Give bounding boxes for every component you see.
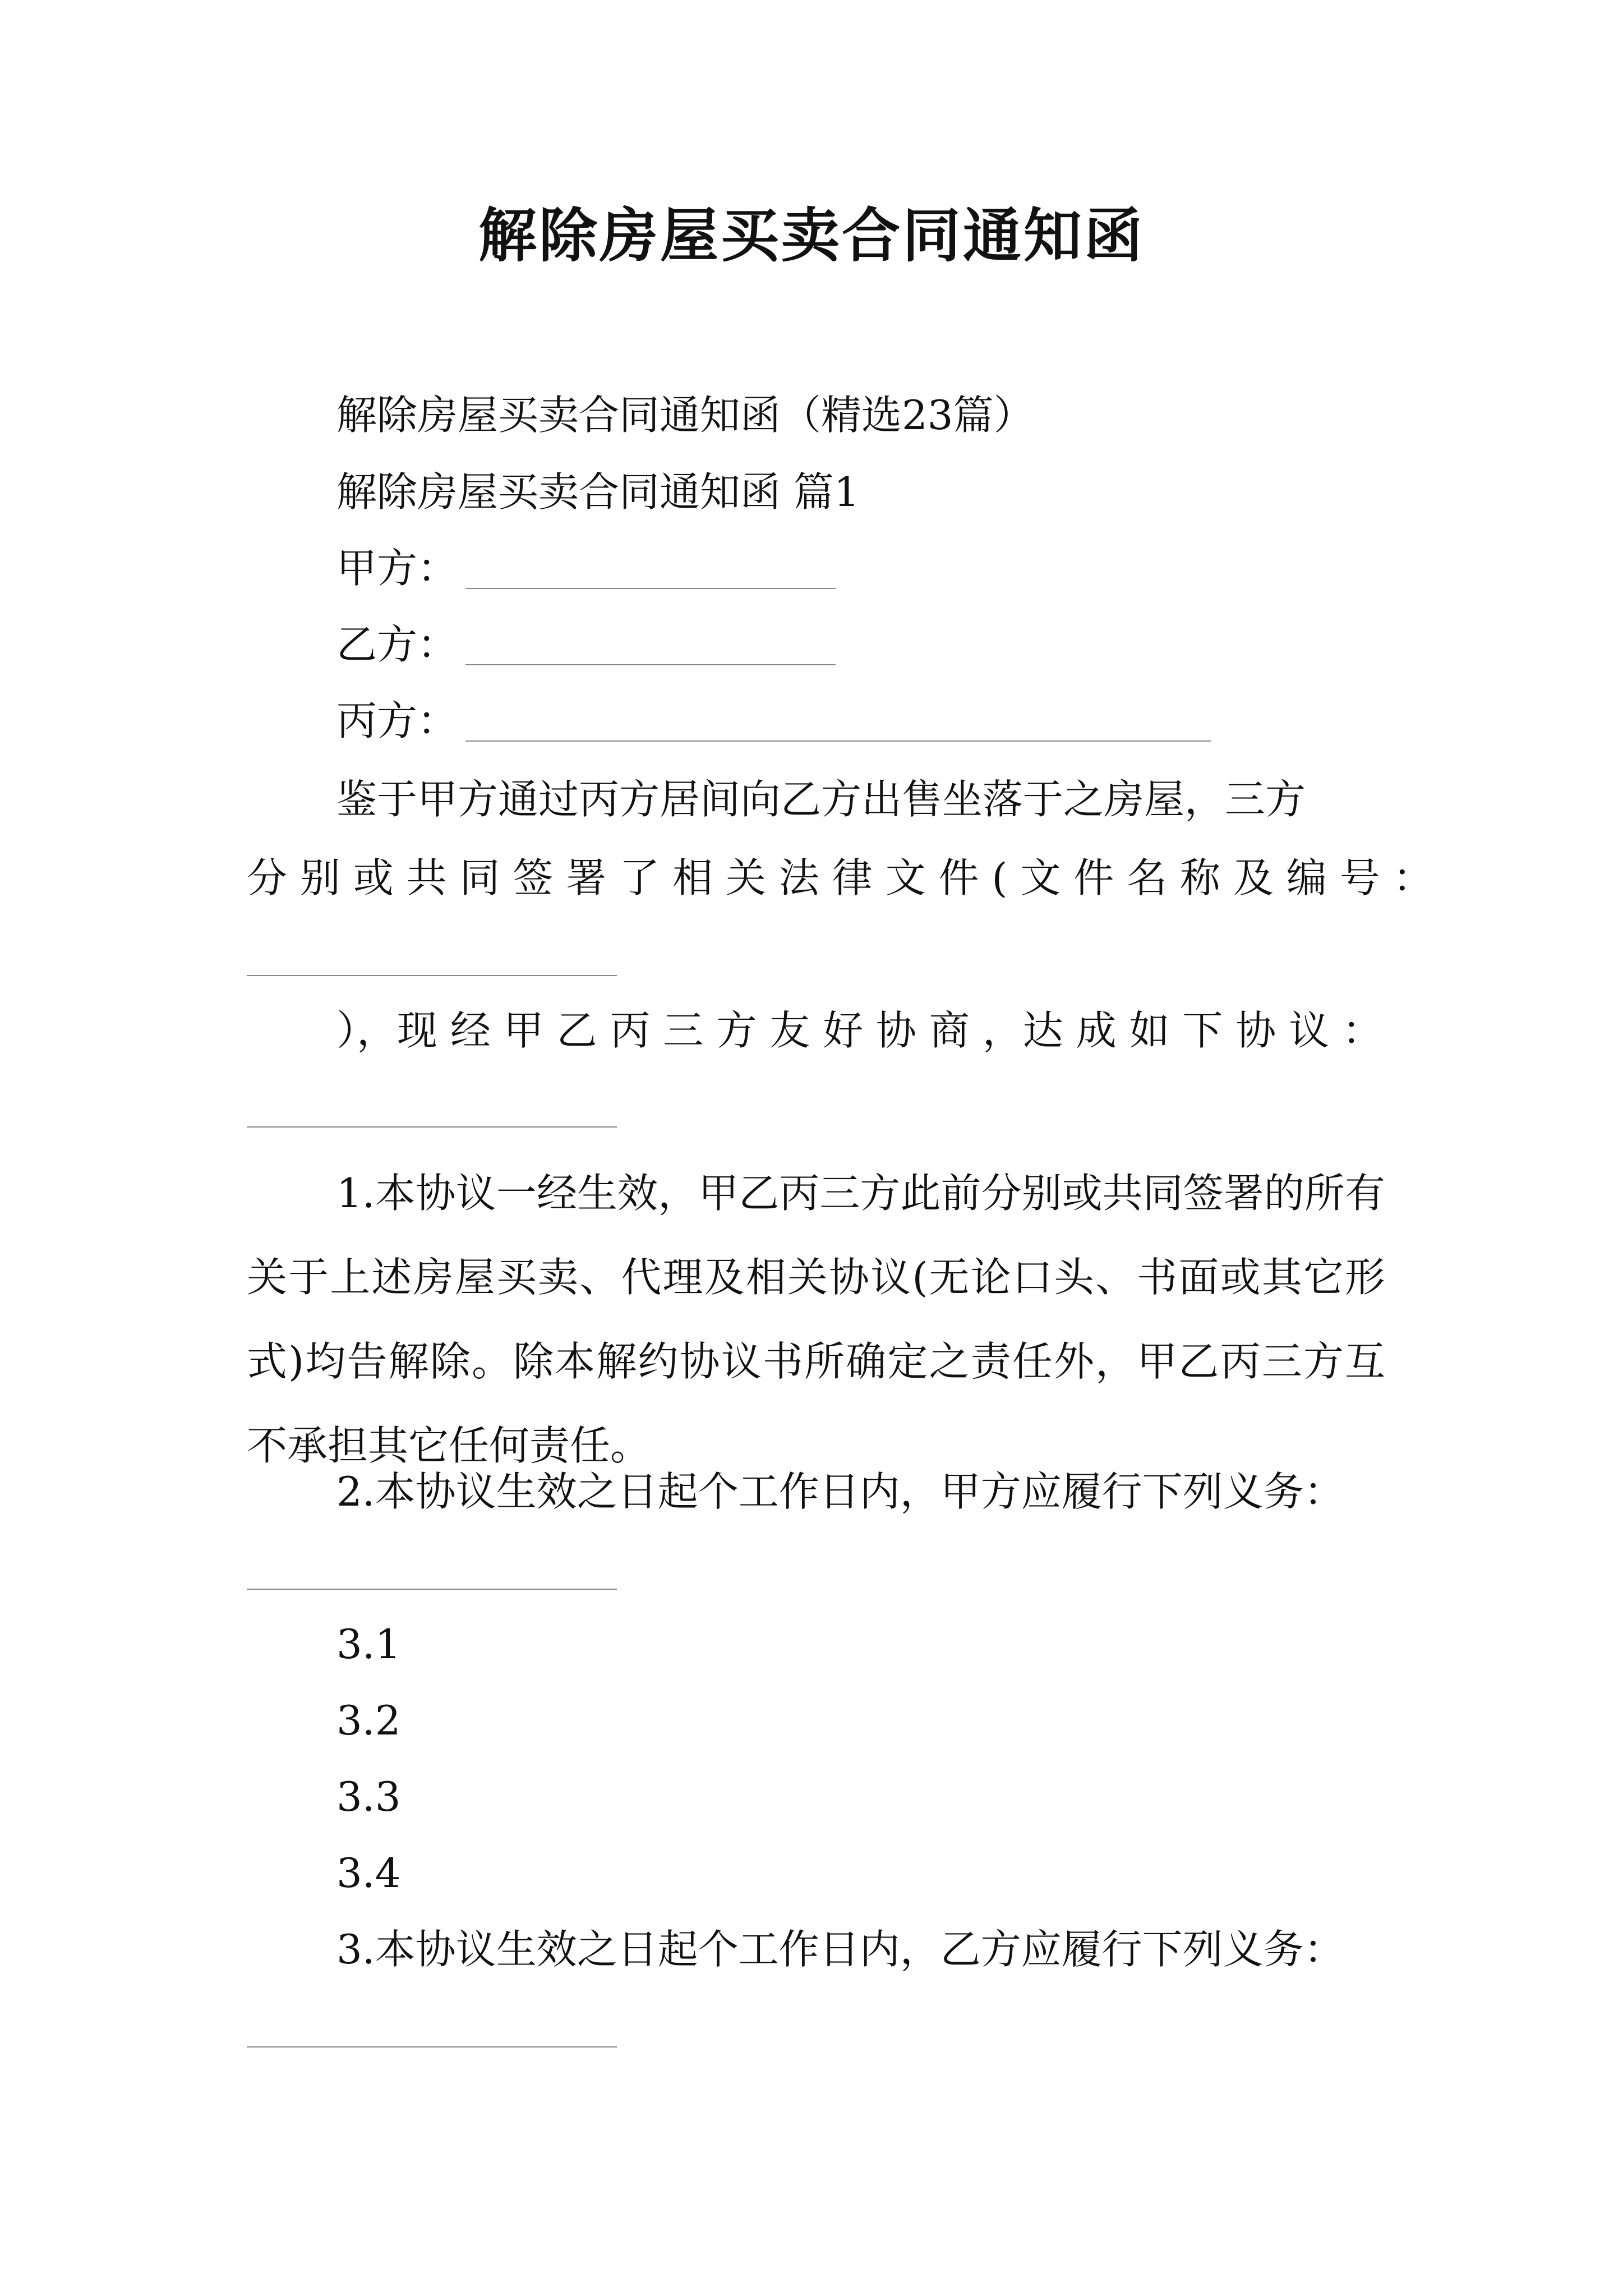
party-a-label: 甲方： xyxy=(336,545,458,592)
intro-line-3: ），现 经 甲 乙 丙 三 方 友 好 协 商 ，达 成 如 下 协 议 ： xyxy=(336,1007,1383,1054)
clause-2-blank xyxy=(247,1589,617,1590)
party-c-label: 丙方： xyxy=(336,697,458,744)
sub-item-2: 3.2 xyxy=(336,1697,401,1744)
sub-item-4: 3.4 xyxy=(336,1849,401,1897)
party-c-blank xyxy=(465,740,1211,742)
agreement-blank xyxy=(247,1126,617,1128)
page-title: 解除房屋买卖合同通知函 xyxy=(478,201,1145,270)
party-b-label: 乙方： xyxy=(336,621,458,668)
clause-3-blank xyxy=(247,2046,617,2047)
intro-line-2: 分 别 或 共 同 签 署 了 相 关 法 律 文 件 ( 文 件 名 称 及 编 号 ： xyxy=(247,854,1433,901)
sub-item-3: 3.3 xyxy=(336,1773,401,1820)
clause-3: 3.本协议生效之日起个工作日内，乙方应履行下列义务： xyxy=(336,1926,1344,1973)
intro-line-1: 鉴于甲方通过丙方居间向乙方出售坐落于之房屋，三方 xyxy=(336,776,1306,823)
party-a-blank xyxy=(465,588,836,589)
clause-1: 1.本协议一经生效，甲乙丙三方此前分别或共同签署的所有关于上述房屋买卖、代理及相关协议(无论口头、书面或其它形式)均告解除。除本解约协议书所确定之责任外，甲乙丙三方互不承担其它任何责任。 xyxy=(247,1170,1385,1469)
clause-2: 2.本协议生效之日起个工作日内，甲方应履行下列义务： xyxy=(336,1468,1344,1515)
document-list-blank xyxy=(247,975,617,976)
section-heading: 解除房屋买卖合同通知函 篇1 xyxy=(336,468,860,516)
party-b-blank xyxy=(465,664,836,665)
sub-item-1: 3.1 xyxy=(336,1621,401,1668)
document-subtitle: 解除房屋买卖合同通知函（精选23篇） xyxy=(336,392,1034,439)
